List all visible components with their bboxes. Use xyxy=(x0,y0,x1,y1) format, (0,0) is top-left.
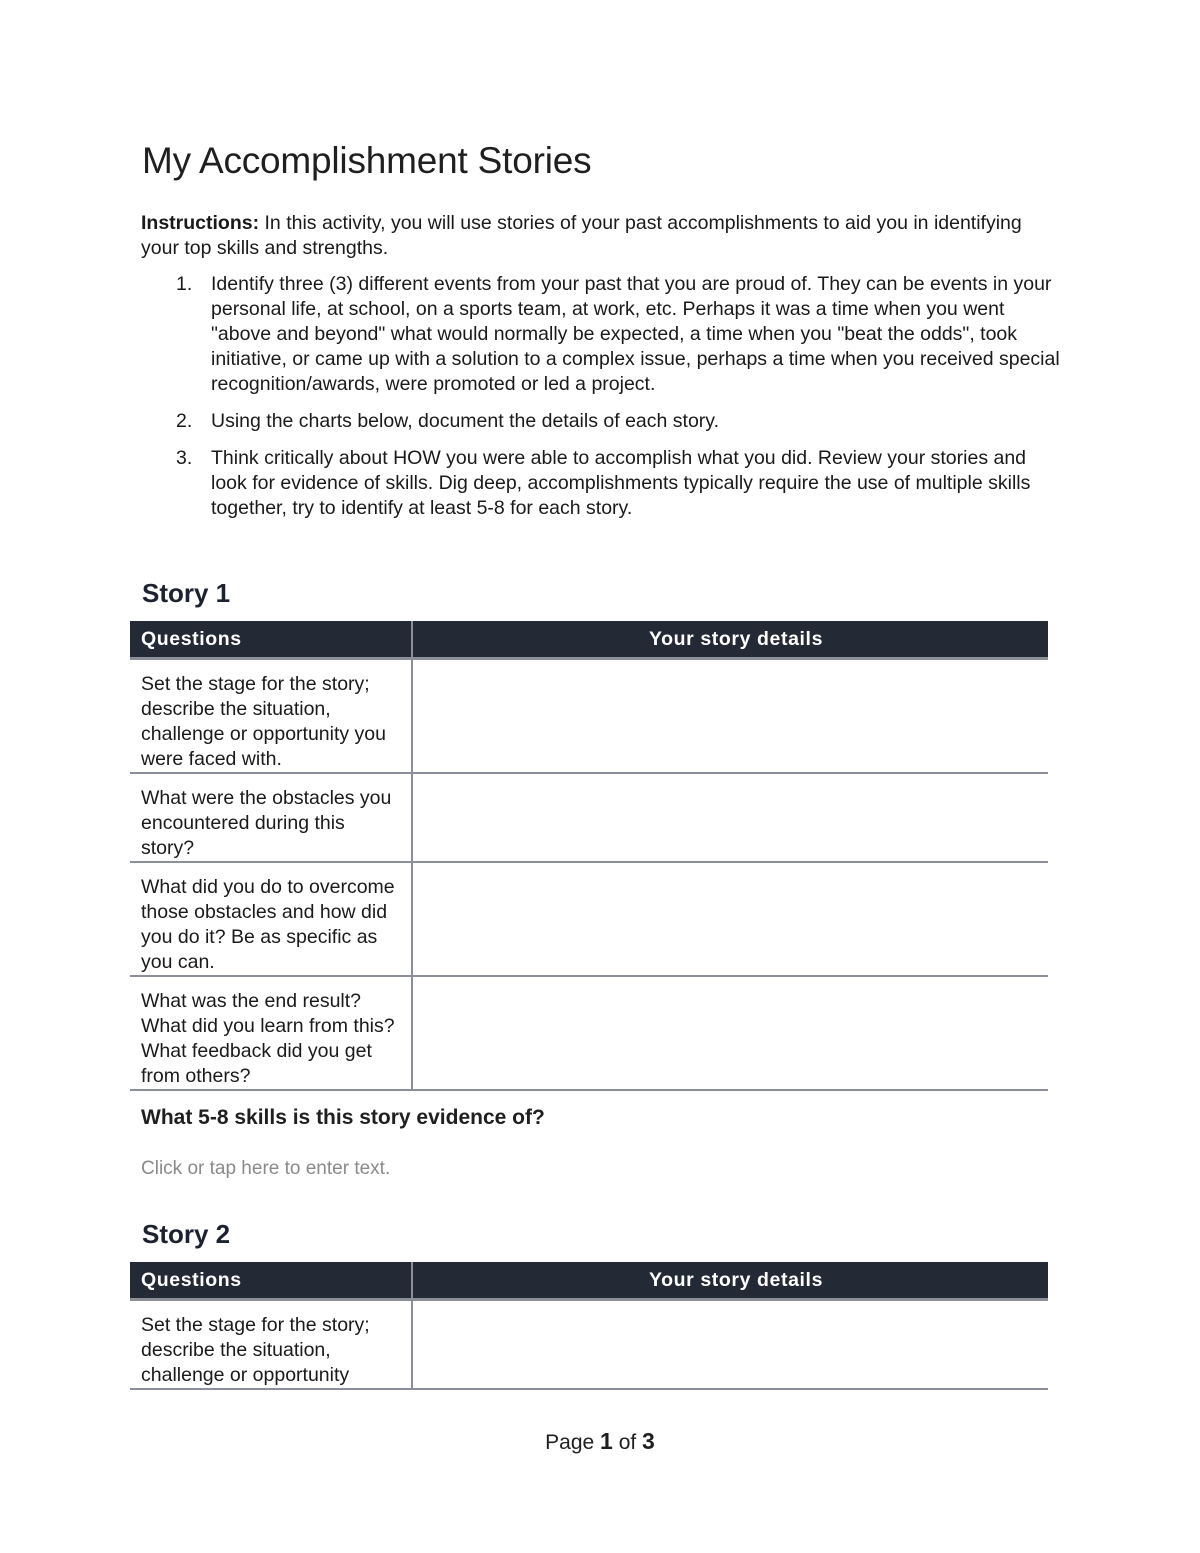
story-1-heading: Story 1 xyxy=(142,578,231,608)
questions-column-header: Questions xyxy=(130,621,412,659)
instructions-label: Instructions: xyxy=(141,212,260,234)
page-total: 3 xyxy=(642,1428,655,1454)
page-footer xyxy=(0,1428,1200,1455)
story-2-table xyxy=(130,1262,1048,1390)
story-2-heading: Story 2 xyxy=(142,1219,231,1249)
table-row xyxy=(130,976,1048,1090)
step-text: Identify three (3) different events from your past that you are proud of. They can be events in your personal life, at school, on a sports team, at work, etc. Perhaps it was a time when you went "above and beyond" what would normally be expected, a time when you "beat the odds", took initiative, or came up with a solution to a complex issue, perhaps a time when you received special recognition/awards, were promoted or led a project. xyxy=(211,273,1060,395)
table-row xyxy=(130,862,1048,976)
table-header-row xyxy=(130,621,1048,659)
details-column-header: Your story details xyxy=(412,621,1048,659)
table-header-row xyxy=(130,1262,1048,1300)
instructions-text: In this activity, you will use stories of your past accomplishments to aid you in identifying your top skills and strengths. xyxy=(141,212,1022,259)
answer-cell[interactable] xyxy=(412,773,1048,862)
table-row xyxy=(130,1300,1048,1390)
table-row xyxy=(130,659,1048,774)
details-column-header: Your story details xyxy=(412,1262,1048,1300)
question-cell: What were the obstacles you encountered during this story? xyxy=(130,773,412,862)
instruction-steps xyxy=(141,272,1061,533)
question-cell: What did you do to overcome those obstacles and how did you do it? Be as specific as you can. xyxy=(130,862,412,976)
instructions-paragraph xyxy=(141,211,1061,261)
question-cell: Set the stage for the story; describe the situation, challenge or opportunity you were faced with. xyxy=(130,659,412,774)
questions-column-header: Questions xyxy=(130,1262,412,1300)
list-item xyxy=(141,409,1061,434)
question-cell: What was the end result? What did you learn from this? What feedback did you get from others? xyxy=(130,976,412,1090)
step-text: Think critically about HOW you were able to accomplish what you did. Review your stories and look for evidence of skills. Dig deep, accomplishments typically require the use of multiple skills together, try to identify at least 5-8 for each story. xyxy=(211,447,1031,519)
step-text: Using the charts below, document the details of each story. xyxy=(211,410,719,432)
step-number: 1. xyxy=(176,273,193,295)
step-number: 3. xyxy=(176,447,193,469)
question-cell: Set the stage for the story; describe the situation, challenge or opportunity xyxy=(130,1300,412,1390)
list-item xyxy=(141,272,1061,397)
answer-cell[interactable] xyxy=(412,976,1048,1090)
step-number: 2. xyxy=(176,410,193,432)
answer-cell[interactable] xyxy=(412,862,1048,976)
skills-text-field[interactable]: Click or tap here to enter text. xyxy=(141,1158,391,1179)
answer-cell[interactable] xyxy=(412,659,1048,774)
page-current: 1 xyxy=(600,1428,613,1454)
list-item xyxy=(141,446,1061,521)
answer-cell[interactable] xyxy=(412,1300,1048,1390)
page-title: My Accomplishment Stories xyxy=(142,140,592,181)
page-label: Page xyxy=(545,1431,595,1454)
story-1-table xyxy=(130,621,1048,1091)
page-of: of xyxy=(618,1431,637,1454)
skills-question: What 5-8 skills is this story evidence of? xyxy=(141,1106,545,1129)
table-row xyxy=(130,773,1048,862)
